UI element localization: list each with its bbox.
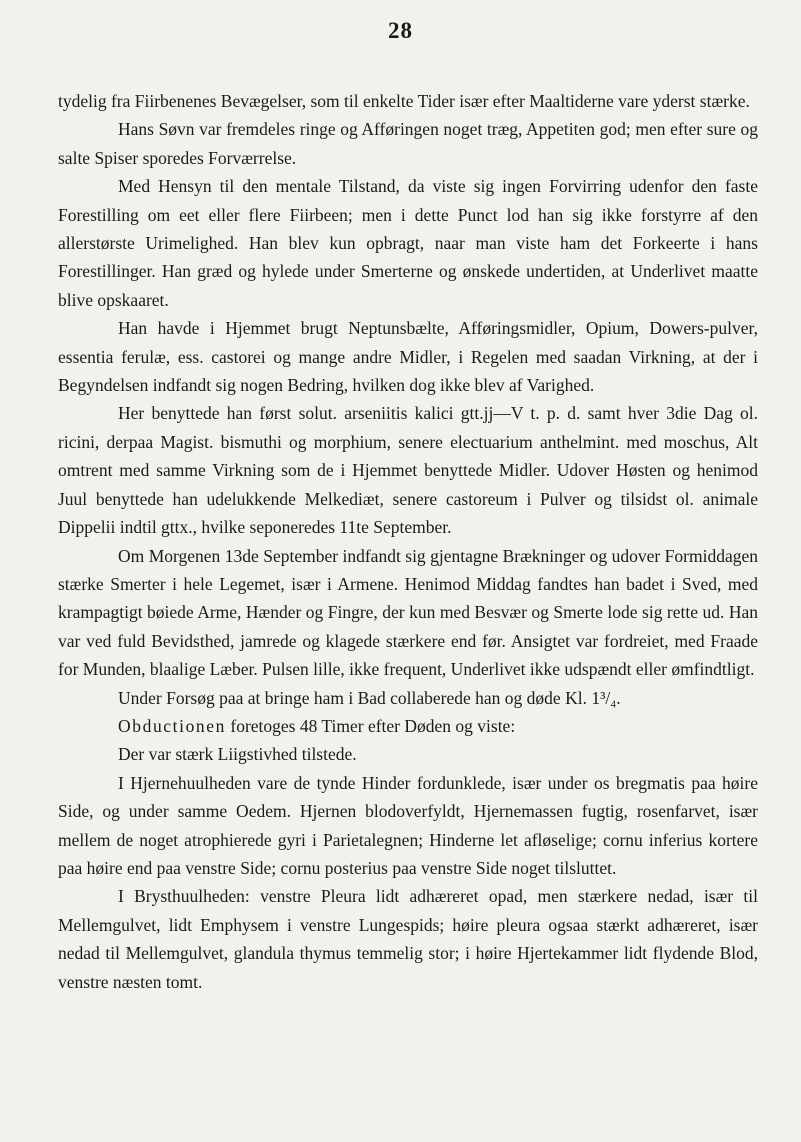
paragraph: Hans Søvn var fremdeles ringe og Afføringen noget træg, Appetiten god; men efter sure og salte Spiser sporedes Forværrelse. (58, 119, 758, 168)
paragraph: Her benyttede han først solut. arseniitis kalici gtt.jj—V t. p. d. samt hver 3die Dag ol. ricini, derpaa Magist. bismuthi og morphium, senere electuarium anthelmint. med moschus, Alt omtrent med samme Virkning som de i Hjemmet benyttede Midler. Udover Høsten og henimod Juul benyttede han udelukkende Melkediæt, senere castoreum i Pulver og tilsidst ol. animale Dippelii indtil gttx., hvilke seponeredes 11te September. (58, 403, 758, 538)
page-number: 28 (388, 18, 413, 43)
spaced-heading: Obductionen (118, 715, 226, 736)
paragraph (58, 712, 758, 740)
paragraph: Under Forsøg paa at bringe ham i Bad collaberede han og døde Kl. 1³/₄. (118, 687, 621, 708)
paragraph: Med Hensyn til den mentale Tilstand, da viste sig ingen Forvirring udenfor den faste Forestilling om eet eller flere Fiirbeen; men i dette Punct lod han sig ikke forstyrre af den allerstørste Urimelighed. Han blev kun opbragt, naar man viste ham det Forkeerte i hans Forestillinger. Han græd og hylede under Smerterne og ønskede undertiden, at Underlivet maatte blive opskaaret. (58, 176, 758, 310)
paragraph-text: foretoges 48 Timer efter Døden og viste: (226, 715, 516, 736)
paragraph: Der var stærk Liigstivhed tilstede. (118, 744, 357, 765)
body-text (58, 87, 758, 996)
paragraph: I Hjernehuulheden vare de tynde Hinder fordunklede, især under os bregmatis paa høire Side, og under samme Oedem. Hjernen blodoverfyldt, Hjernemassen fugtig, rosenfarvet, især mellem de noget atrophierede gyri i Parietalegnen; Hinderne let afløselige; cornu inferius kortere paa høire end paa venstre Side; cornu posterius paa venstre Side noget tilsluttet. (58, 772, 758, 878)
paragraph: Han havde i Hjemmet brugt Neptunsbælte, Afføringsmidler, Opium, Dowers-pulver, essentia ferulæ, ess. castorei og mange andre Midler, i Regelen med saadan Virkning, at der i Begyndelsen indfandt sig nogen Bedring, hvilken dog ikke blev af Varighed. (58, 318, 758, 396)
paragraph: tydelig fra Fiirbenenes Bevægelser, som til enkelte Tider især efter Maaltiderne vare yderst stærke. (58, 91, 750, 111)
paragraph: Om Morgenen 13de September indfandt sig gjentagne Brækninger og udover Formiddagen stærke Smerter i hele Legemet, især i Armene. Henimod Middag fandtes han badet i Sved, med krampagtigt bøiede Arme, Hænder og Fingre, der kun med Besvær og Smerte lode sig rette ud. Han var ved fuld Bevidsthed, jamrede og klagede stærkere end før. Ansigtet var fordreiet, med Fraade for Munden, blaalige Læber. Pulsen lille, ikke frequent, Underlivet ikke udspændt eller ømfindtligt. (58, 545, 758, 680)
paragraph: I Brysthuulheden: venstre Pleura lidt adhæreret opad, men stærkere nedad, især til Mellemgulvet, lidt Emphysem i venstre Lungespids; høire pleura ogsaa stærkt adhæreret, især nedad til Mellemgulvet, glandula thymus temmelig stor; i høire Hjertekammer lidt flydende Blod, venstre næsten tomt. (58, 886, 758, 992)
